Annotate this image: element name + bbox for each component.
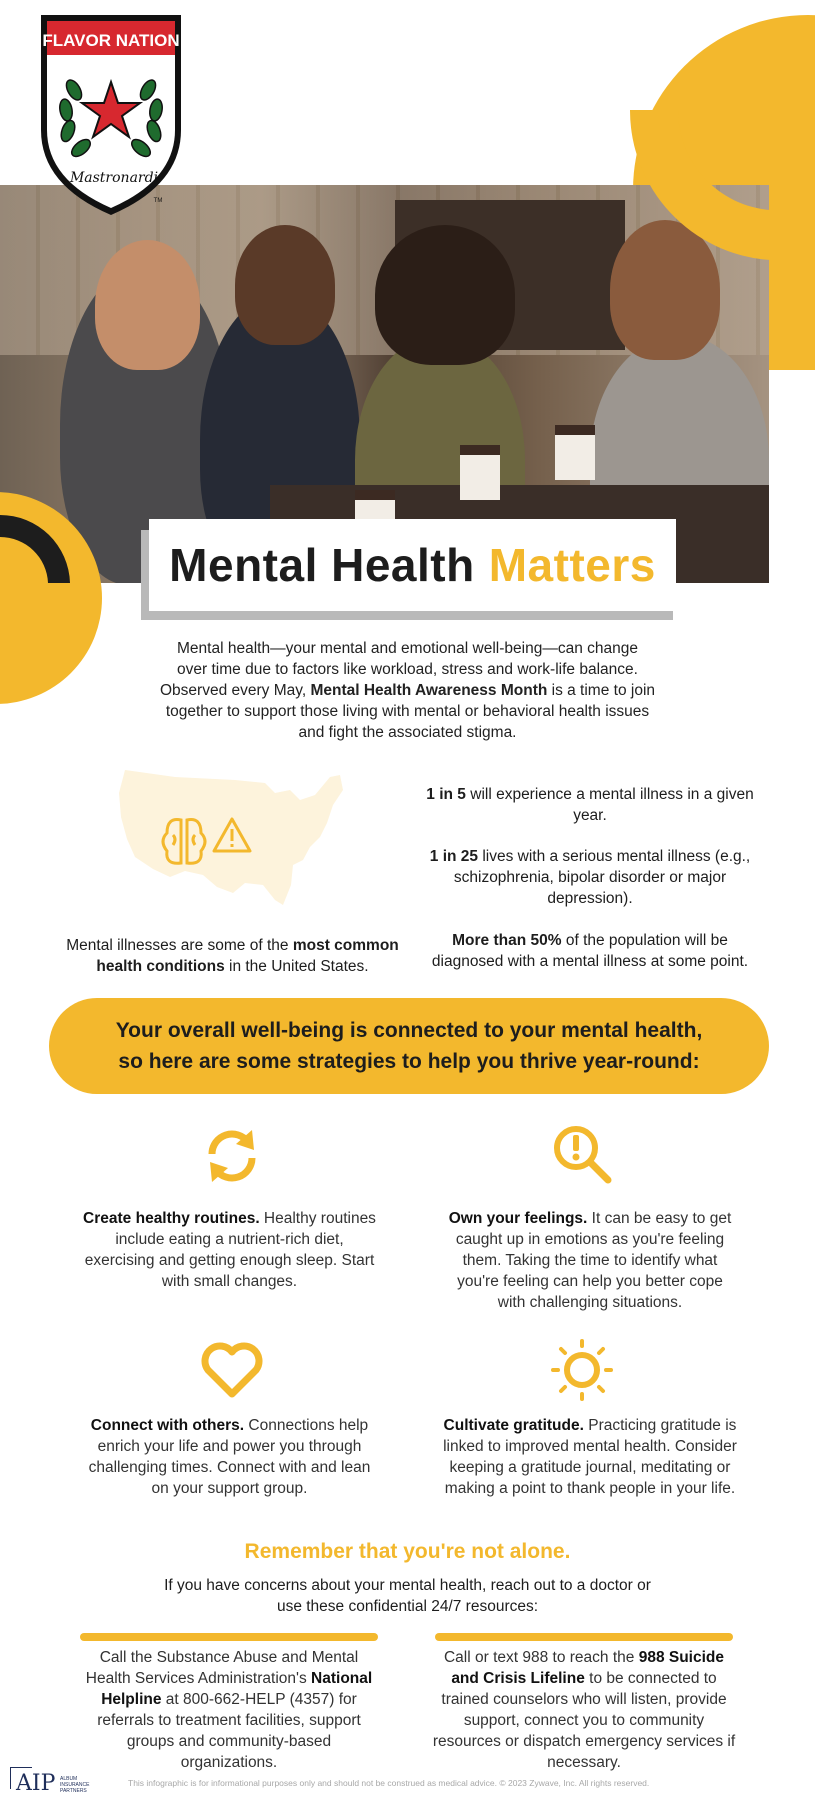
us-map-illustration bbox=[115, 765, 355, 915]
strategy-2-text: It can be easy to get caught up in emotions as you're feeling them. Taking the time to identify what you're feeling can help you better cope with challenging situations. bbox=[455, 1210, 732, 1311]
title-part-2: Matters bbox=[488, 539, 656, 591]
decorative-dark-ring bbox=[0, 515, 80, 585]
resource-1-bold: National Helpline bbox=[101, 1670, 373, 1708]
resource-988-lifeline bbox=[432, 1647, 736, 1773]
map-caption-text-1: Mental illnesses are some of the bbox=[66, 937, 293, 954]
strategy-1-text: Healthy routines include eating a nutrient-rich diet, exercising and getting enough sleep. Start with small changes. bbox=[84, 1210, 376, 1290]
resource-2-text-1: Call or text 988 to reach the bbox=[443, 1649, 639, 1666]
decorative-ring-top-right bbox=[630, 110, 815, 370]
intro-paragraph bbox=[160, 638, 655, 743]
map-caption-bold: most common health conditions bbox=[96, 937, 399, 975]
remember-text: If you have concerns about your mental health, reach out to a doctor or use these confidential 24/7 resources: bbox=[164, 1577, 651, 1615]
map-caption bbox=[60, 935, 405, 977]
stat-2 bbox=[425, 846, 755, 909]
strategy-1-title: Create healthy routines. bbox=[83, 1210, 260, 1227]
svg-text:TM: TM bbox=[153, 198, 163, 204]
flavor-nation-logo bbox=[36, 10, 186, 218]
aip-logo-subtext: ALBUM INSURANCE PARTNERS bbox=[60, 1776, 90, 1794]
intro-bold: Mental Health Awareness Month bbox=[310, 682, 548, 699]
resource-1-bar bbox=[80, 1633, 378, 1641]
resource-2-bar bbox=[435, 1633, 733, 1641]
strategy-cultivate-gratitude bbox=[440, 1415, 740, 1499]
stat-3-bold: More than 50% bbox=[452, 932, 562, 949]
resource-1-text-1: Call the Substance Abuse and Mental Health Services Administration's bbox=[85, 1649, 359, 1687]
page-title bbox=[149, 519, 676, 611]
strategies-banner bbox=[49, 998, 769, 1094]
map-caption-text-2: in the United States. bbox=[224, 958, 369, 975]
stat-2-bold: 1 in 25 bbox=[429, 848, 479, 865]
aip-logo bbox=[10, 1767, 100, 1807]
strategy-2-title: Own your feelings. bbox=[448, 1210, 588, 1227]
stat-2-text: lives with a serious mental illness (e.g., schizophrenia, bipolar disorder or major depression). bbox=[453, 848, 751, 907]
heart-icon bbox=[200, 1338, 264, 1402]
stat-3 bbox=[425, 930, 755, 972]
magnify-exclamation-icon bbox=[550, 1122, 614, 1186]
svg-text:Mastronardi: Mastronardi bbox=[69, 170, 159, 186]
resource-2-text-2: to be connected to trained counselors who will listen, provide support, connect you to community resources or dispatch emergency services if necessary. bbox=[432, 1670, 736, 1771]
svg-text:FLAVOR NATION: FLAVOR NATION bbox=[42, 31, 180, 50]
remember-heading: Remember that you're not alone. bbox=[244, 1540, 571, 1563]
stat-3-text: of the population will be diagnosed with a mental illness at some point. bbox=[431, 932, 749, 970]
banner-line-2: so here are some strategies to help you thrive year-round: bbox=[118, 1050, 700, 1073]
resource-2-bold: 988 Suicide and Crisis Lifeline bbox=[451, 1649, 724, 1687]
aip-logo-text: AIP bbox=[16, 1771, 56, 1796]
stat-1-text: will experience a mental illness in a given year. bbox=[465, 786, 754, 824]
intro-text-1: Mental health—your mental and emotional well-being—can change over time due to factors like workload, stress and work-life balance. Observed every May, bbox=[160, 640, 638, 699]
resource-national-helpline bbox=[78, 1647, 380, 1773]
intro-text-2: is a time to join together to support those living with mental or behavioral health issues and fight the associated stigma. bbox=[165, 682, 656, 741]
strategy-3-text: Connections help enrich your life and power you through challenging times. Connect with and lean on your support group. bbox=[88, 1417, 371, 1497]
stat-1-bold: 1 in 5 bbox=[426, 786, 466, 803]
strategy-connect-others bbox=[82, 1415, 377, 1499]
banner-line-1: Your overall well-being is connected to your mental health, bbox=[115, 1019, 703, 1042]
refresh-icon bbox=[200, 1124, 264, 1188]
strategy-4-text: Practicing gratitude is linked to improved mental health. Consider keeping a gratitude journal, meditating or making a point to thank people in your life. bbox=[443, 1417, 737, 1497]
title-part-1: Mental Health bbox=[169, 539, 475, 591]
logo-brand-text bbox=[0, 0, 1, 1]
strategy-own-feelings bbox=[445, 1208, 735, 1313]
resource-1-text-2: at 800-662-HELP (4357) for referrals to treatment facilities, support groups and community-based organizations. bbox=[97, 1691, 361, 1771]
strategy-3-title: Connect with others. bbox=[90, 1417, 245, 1434]
strategy-healthy-routines bbox=[82, 1208, 377, 1292]
strategy-4-title: Cultivate gratitude. bbox=[443, 1417, 584, 1434]
sun-icon bbox=[550, 1338, 614, 1402]
footer-disclaimer: This infographic is for informational purposes only and should not be construed as medical advice. © 2023 Zywave, Inc. All rights reserved. bbox=[128, 1778, 650, 1788]
stat-1 bbox=[425, 784, 755, 826]
